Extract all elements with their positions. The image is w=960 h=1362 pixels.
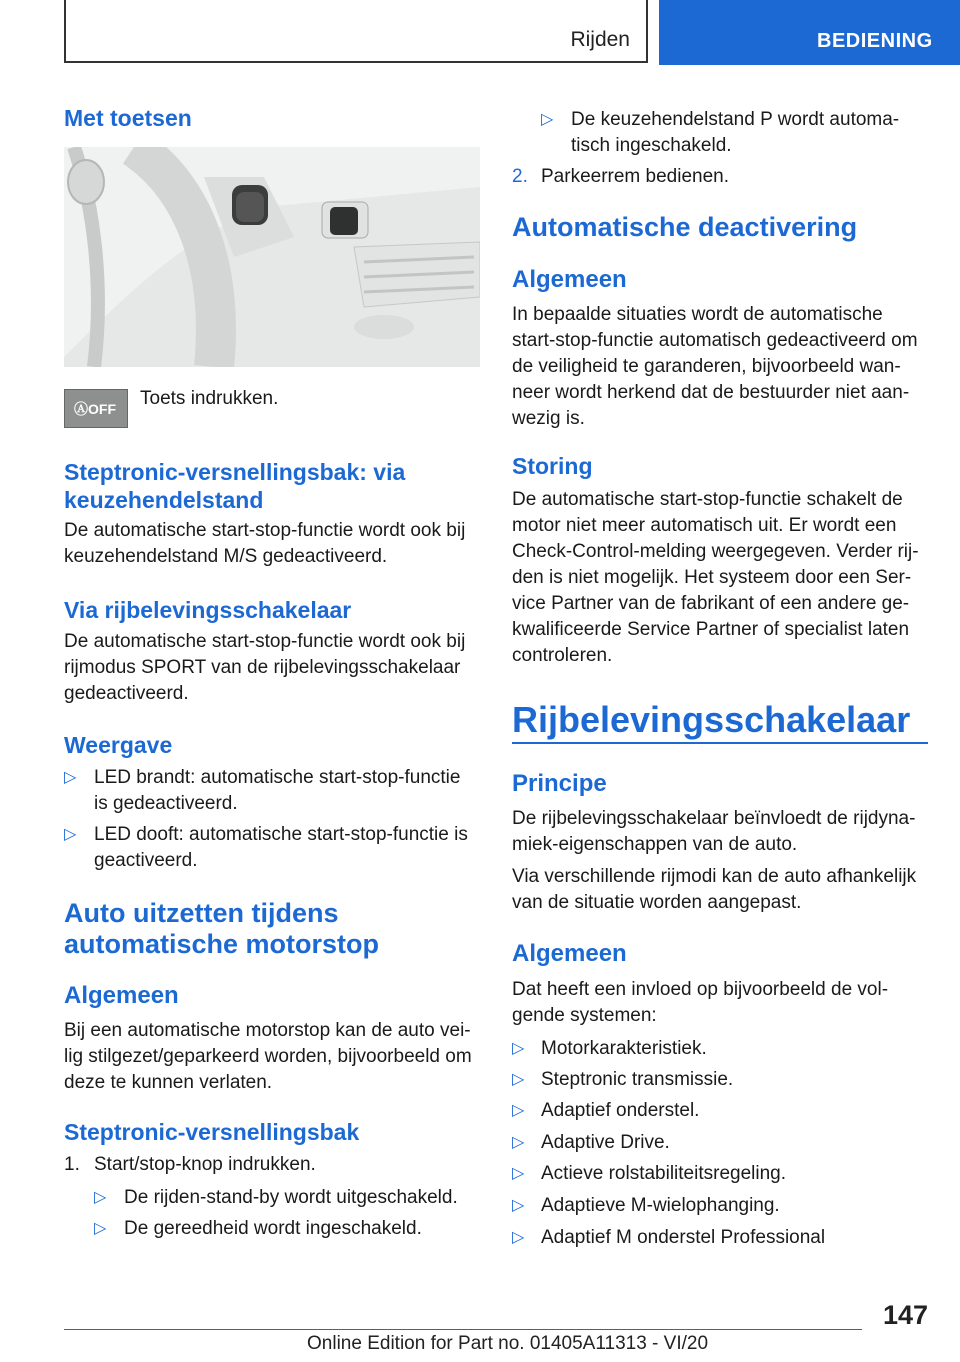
page-header <box>0 0 960 66</box>
weergave-bullet-2-line-2: geactiveerd. <box>94 850 198 871</box>
text-principe-3: Via verschillende rijmodi kan de auto afhankelijk <box>512 866 917 887</box>
header-frame <box>64 0 648 63</box>
sub-bullet-2: De gereedheid wordt ingeschakeld. <box>124 1218 422 1239</box>
heading-underline <box>512 742 928 744</box>
step-text-2: Parkeerrem bedienen. <box>541 166 729 187</box>
sub-bullet-3-line-1: De keuzehendelstand P wordt automa- <box>571 109 900 130</box>
triangle-bullet-icon: ▷ <box>94 1220 107 1237</box>
weergave-bullet-2-line-1: LED dooft: automatische start-stop-functie is <box>94 824 468 845</box>
triangle-bullet-icon: ▷ <box>512 1197 525 1214</box>
system-item-7: Adaptief M onderstel Professional <box>541 1227 826 1248</box>
heading-storing: Storing <box>512 453 593 479</box>
header-chapter-tab: BEDIENING <box>659 0 960 65</box>
text-steptronic-1: De automatische start-stop-functie wordt ook bij <box>64 520 466 541</box>
heading-algemeen-2: Algemeen <box>512 266 627 293</box>
caption-toets-indrukken: Toets indrukken. <box>140 388 279 409</box>
text-algemeen2-1: In bepaalde situaties wordt de automatische <box>512 304 883 325</box>
heading-rijbelevingsschakelaar: Rijbelevingsschakelaar <box>512 699 911 740</box>
text-rijbeleving-1: De automatische start-stop-functie wordt ook bij <box>64 631 466 652</box>
text-storing-3: Check-Control-melding weergegeven. Verder rij- <box>512 541 919 562</box>
system-item-5: Actieve rolstabiliteitsregeling. <box>541 1163 787 1184</box>
heading-auto-uitzetten-2: automatische motorstop <box>64 929 380 959</box>
text-algemeen3-2: gende systemen: <box>512 1005 657 1026</box>
text-algemeen2-2: start-stop-functie automatisch gedeactiveerd om <box>512 330 918 351</box>
sub-bullet-3-line-2: tisch ingeschakeld. <box>571 135 732 156</box>
text-principe-2: miek-eigenschappen van de auto. <box>512 834 798 855</box>
weergave-bullet-1-line-2: is gedeactiveerd. <box>94 793 238 814</box>
step-text-1: Start/stop-knop indrukken. <box>94 1154 316 1175</box>
heading-automatische-deactivering: Automatische deactivering <box>512 212 858 242</box>
sub-bullet-1: De rijden-stand-by wordt uitgeschakeld. <box>124 1187 458 1208</box>
triangle-bullet-icon: ▷ <box>512 1165 525 1182</box>
weergave-bullet-1-line-1: LED brandt: automatische start-stop-functie <box>94 767 461 788</box>
triangle-bullet-icon: ▷ <box>94 1189 107 1206</box>
triangle-bullet-icon: ▷ <box>541 111 554 128</box>
dashboard-photo <box>64 147 480 367</box>
triangle-bullet-icon: ▷ <box>64 826 77 843</box>
heading-steptronic-bak: Steptronic-versnellingsbak <box>64 1119 360 1145</box>
heading-weergave: Weergave <box>64 732 173 758</box>
triangle-bullet-icon: ▷ <box>512 1134 525 1151</box>
triangle-bullet-icon: ▷ <box>512 1229 525 1246</box>
step-number-2: 2. <box>512 166 528 187</box>
triangle-bullet-icon: ▷ <box>512 1102 525 1119</box>
system-item-2: Steptronic transmissie. <box>541 1069 734 1090</box>
heading-via-rijbeleving: Via rijbelevingsschakelaar <box>64 597 352 623</box>
heading-met-toetsen: Met toetsen <box>64 105 192 131</box>
footer-edition: Online Edition for Part no. 01405A11313 - VI/20 <box>307 1333 709 1354</box>
heading-steptronic-via-1: Steptronic-versnellingsbak: via <box>64 459 406 485</box>
text-storing-5: vice Partner van de fabrikant of een andere ge- <box>512 593 910 614</box>
heading-algemeen-3: Algemeen <box>512 940 627 967</box>
text-principe-1: De rijbelevingsschakelaar beïnvloedt de rijdyna- <box>512 808 916 829</box>
text-algemeen2-5: wezig is. <box>512 408 585 429</box>
header-section-title: Rijden <box>570 28 630 51</box>
system-item-3: Adaptief onderstel. <box>541 1100 700 1121</box>
heading-principe: Principe <box>512 770 607 797</box>
text-storing-4: den is niet mogelijk. Het systeem door een Ser- <box>512 567 912 588</box>
system-item-1: Motorkarakteristiek. <box>541 1038 707 1059</box>
heading-auto-uitzetten-1: Auto uitzetten tijdens <box>64 898 339 928</box>
text-algemeen-3: deze te kunnen verlaten. <box>64 1072 273 1093</box>
page-number: 147 <box>882 1300 928 1330</box>
text-algemeen-1: Bij een automatische motorstop kan de auto vei- <box>64 1020 471 1041</box>
triangle-bullet-icon: ▷ <box>512 1040 525 1057</box>
system-item-6: Adaptieve M-wielophanging. <box>541 1195 780 1216</box>
text-rijbeleving-2: rijmodus SPORT van de rijbelevingsschakelaar <box>64 657 461 678</box>
text-algemeen-2: lig stilgezet/geparkeerd worden, bijvoorbeeld om <box>64 1046 472 1067</box>
system-item-4: Adaptive Drive. <box>541 1132 670 1153</box>
text-storing-6: kwalificeerde Service Partner of specialist laten <box>512 619 910 640</box>
auto-start-stop-off-icon: ⒶOFF <box>64 389 128 428</box>
text-algemeen3-1: Dat heeft een invloed op bijvoorbeeld de vol- <box>512 979 889 1000</box>
text-algemeen2-3: de veiligheid te garanderen, bijvoorbeeld wan- <box>512 356 901 377</box>
text-rijbeleving-3: gedeactiveerd. <box>64 683 189 704</box>
heading-steptronic-via-2: keuzehendelstand <box>64 487 264 513</box>
heading-algemeen-1: Algemeen <box>64 982 179 1009</box>
step-number-1: 1. <box>64 1154 80 1175</box>
footer-divider <box>64 1329 862 1330</box>
triangle-bullet-icon: ▷ <box>64 769 77 786</box>
text-principe-4: van de situatie worden aangepast. <box>512 892 802 913</box>
text-algemeen2-4: neer wordt herkend dat de bestuurder niet aan- <box>512 382 910 403</box>
text-storing-2: motor niet meer automatisch uit. Er wordt een <box>512 515 897 536</box>
triangle-bullet-icon: ▷ <box>512 1071 525 1088</box>
text-steptronic-2: keuzehendelstand M/S gedeactiveerd. <box>64 546 388 567</box>
text-storing-7: controleren. <box>512 645 613 666</box>
text-storing-1: De automatische start-stop-functie schakelt de <box>512 489 903 510</box>
